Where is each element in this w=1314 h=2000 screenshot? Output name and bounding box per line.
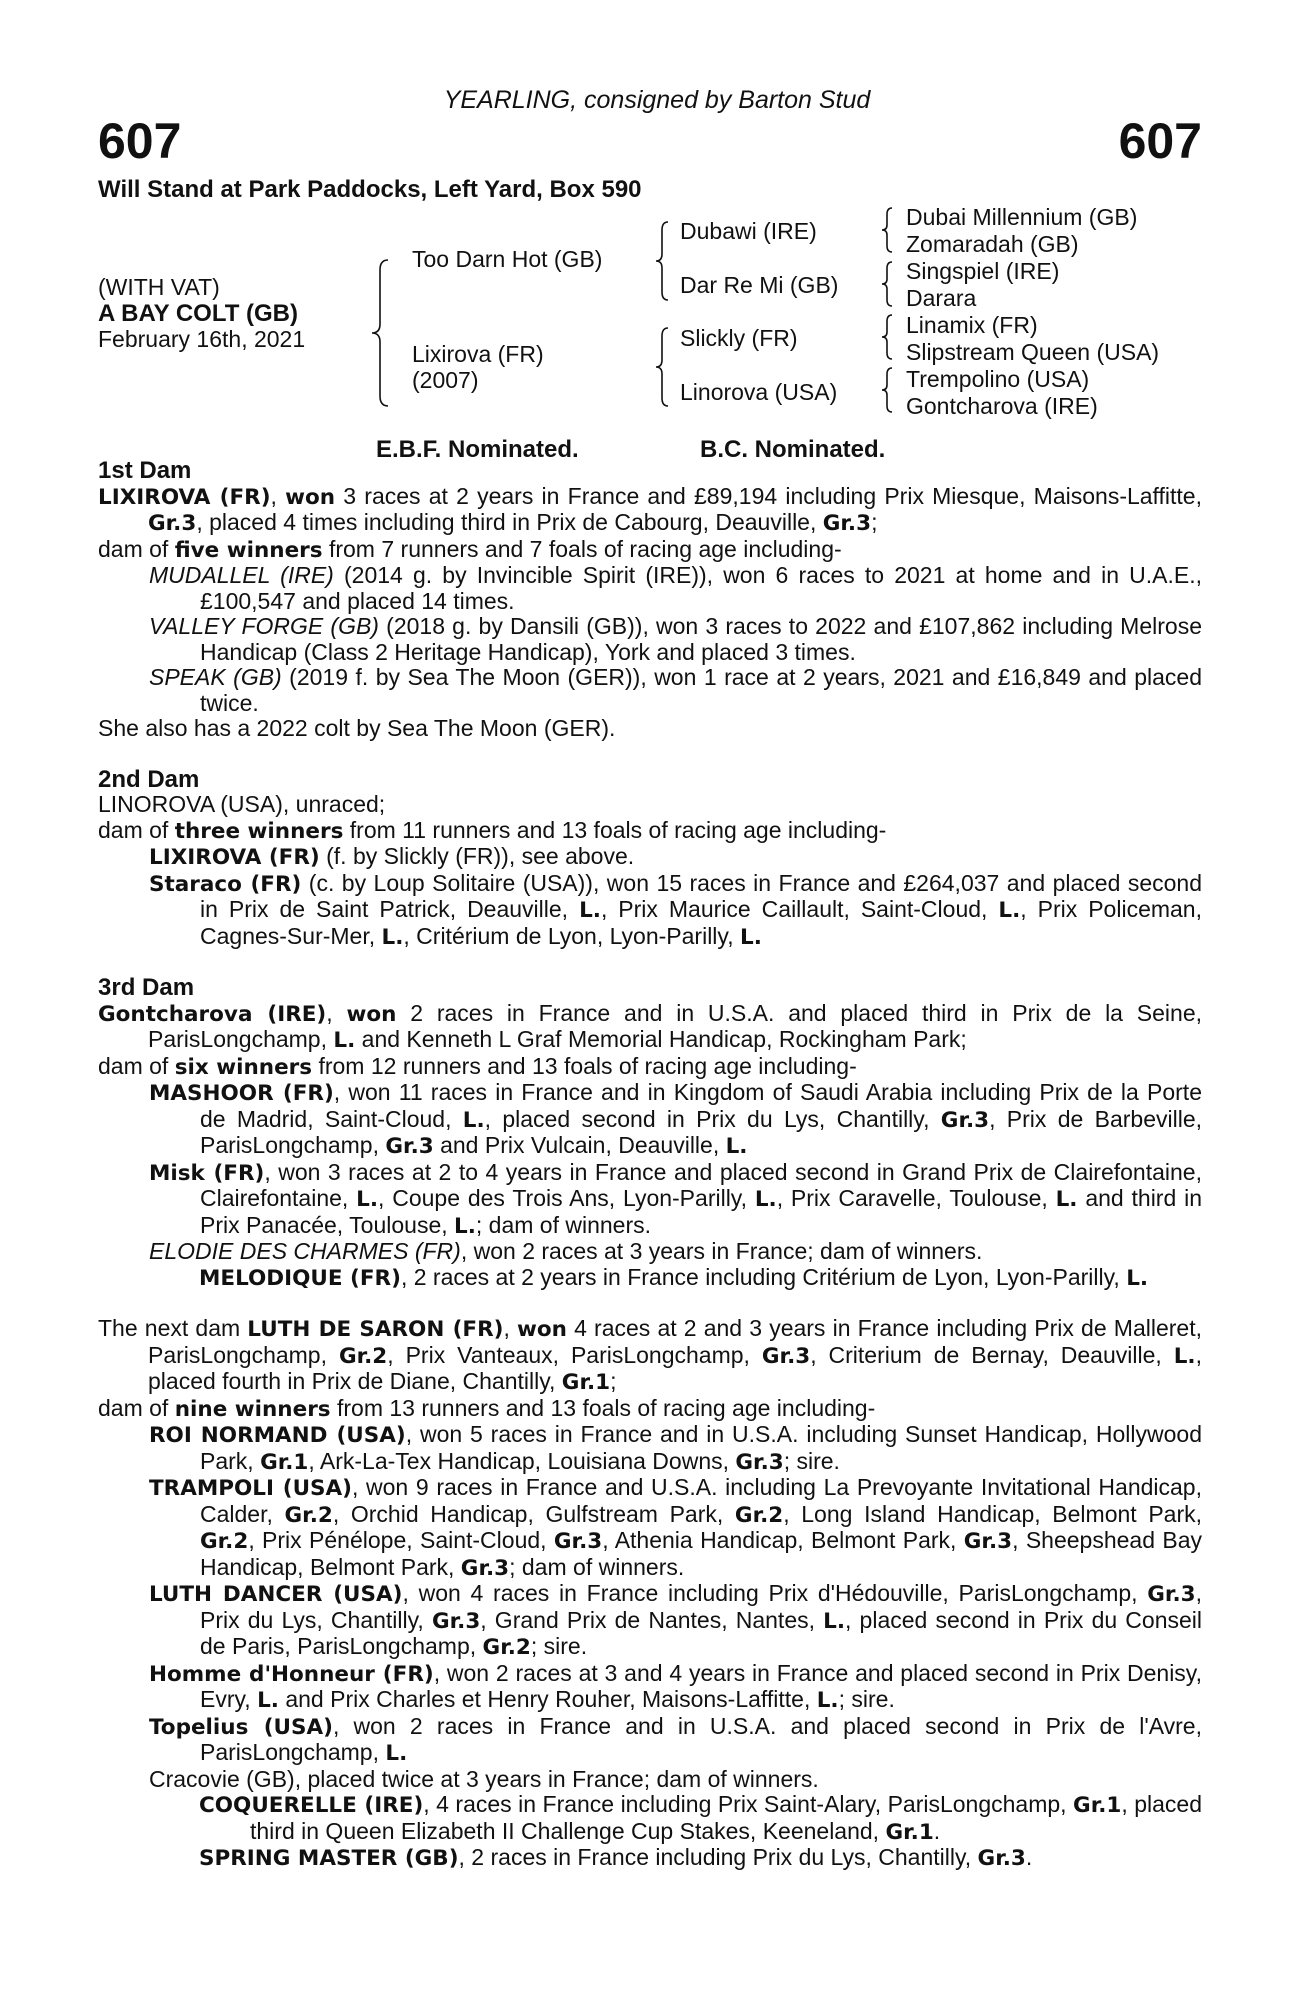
bold-run: six winners — [174, 1054, 313, 1080]
text-run: . — [933, 1817, 941, 1844]
text-run: ; dam of winners. — [475, 1211, 652, 1238]
text-run: , won 5 races in France and in U.S.A. including Sunset Handicap, Hollywood Park, — [200, 1421, 1202, 1474]
bold-run: L. — [454, 1213, 476, 1239]
bold-run: L. — [816, 1688, 839, 1713]
record-paragraph — [98, 1475, 1202, 1581]
text-run: ; sire. — [530, 1633, 588, 1659]
pedigree-g3-4: Darara — [906, 285, 977, 311]
bold-run: won — [517, 1317, 567, 1342]
text-run: , — [270, 482, 286, 509]
section-heading: 3rd Dam — [98, 974, 195, 1001]
section-spacer — [98, 950, 1202, 975]
record-paragraph — [98, 1160, 1202, 1240]
bold-run: Gr.3 — [940, 1107, 990, 1133]
bold-run: Gr.3 — [761, 1343, 811, 1369]
record-paragraph — [98, 1581, 1202, 1661]
pedigree-g3-7: Trempolino (USA) — [906, 366, 1090, 392]
text-run: ; dam of winners. — [509, 1553, 685, 1580]
text-run: , won 2 races at 3 years in France; dam of winners. — [460, 1238, 983, 1264]
record-paragraph — [98, 1422, 1202, 1475]
bold-run: Gr.3 — [385, 1134, 434, 1159]
bold-run: Gr.2 — [482, 1635, 531, 1660]
text-run: ; — [871, 509, 878, 535]
text-run: (c. by Loup Solitaire (USA)), won 15 races in France and £264,037 and placed second in Prix de Saint Patrick, Deauville, — [200, 869, 1202, 922]
bold-run: L. — [579, 898, 601, 923]
text-run: , won 11 races in France and in Kingdom of Saudi Arabia including Prix de la Porte de Madrid, Saint-Cloud, — [200, 1079, 1202, 1132]
third-dam-section — [98, 950, 1202, 1291]
consignment-line: YEARLING, consigned by Barton Stud — [443, 86, 871, 114]
record-paragraph — [98, 665, 1202, 716]
text-run: (f. by Slickly (FR)), see above. — [319, 843, 635, 869]
bold-run: nine winners — [174, 1396, 331, 1422]
bold-run: LIXIROVA (FR) — [98, 484, 271, 510]
text-run: , Prix Maurice Caillault, Saint-Cloud, — [600, 896, 999, 922]
record-paragraph — [98, 1080, 1202, 1160]
text-run: dam of — [98, 1394, 175, 1421]
text-run: , 2 races in France including Prix du Lys, Chantilly, — [458, 1844, 978, 1870]
bold-run: L. — [257, 1688, 279, 1713]
pedigree-g3-8: Gontcharova (IRE) — [906, 393, 1098, 419]
text-run: LINOROVA (USA), unraced; — [98, 791, 386, 817]
text-run: , Ark-La-Tex Handicap, Louisiana Downs, — [308, 1447, 736, 1474]
text-run: from 13 runners and 13 foals of racing age including- — [330, 1394, 876, 1421]
bold-run: Gr.3 — [431, 1608, 481, 1634]
brace-sire — [654, 220, 670, 302]
record-paragraph — [98, 1001, 1202, 1054]
text-run: and third in Prix Panacée, Toulouse, — [200, 1185, 1202, 1238]
bold-run: ROI NORMAND (USA) — [149, 1423, 406, 1448]
text-run: 2 races in France and in U.S.A. and placed third in Prix de la Seine, ParisLongchamp, — [148, 999, 1203, 1052]
text-run: , won 4 races in France including Prix d'Hédouville, ParisLongchamp, — [402, 1580, 1148, 1606]
brace-g3-2 — [880, 260, 894, 308]
bold-run: Misk (FR) — [149, 1160, 265, 1186]
brace-g3-3 — [880, 313, 894, 361]
text-run: from 7 runners and 7 foals of racing age including- — [322, 535, 842, 562]
text-run: , Coupe des Trois Ans, Lyon-Parilly, — [378, 1185, 755, 1211]
pedigree-sire-dam: Dar Re Mi (GB) — [680, 272, 839, 298]
bold-run: L. — [754, 1187, 777, 1212]
bold-run: L. — [333, 1028, 356, 1053]
bold-run: Gr.2 — [338, 1343, 388, 1369]
bold-run: L. — [998, 898, 1021, 923]
lot-number-left: 607 — [98, 113, 182, 169]
text-run: , — [326, 999, 347, 1026]
pedigree-sire: Too Darn Hot (GB) — [412, 246, 603, 272]
record-paragraph — [98, 1239, 1202, 1265]
horse-name: A BAY COLT (GB) — [98, 300, 299, 327]
text-run: , 2 races at 2 years in France including Critérium de Lyon, Lyon-Parilly, — [400, 1263, 1127, 1290]
bold-run: five winners — [174, 537, 323, 563]
bold-run: L. — [725, 1134, 748, 1159]
text-run: , Grand Prix de Nantes, Nantes, — [480, 1606, 824, 1633]
text-run: , Prix Caravelle, Toulouse, — [776, 1185, 1056, 1211]
pedigree-dam-year: (2007) — [412, 367, 479, 393]
record-paragraph — [98, 614, 1202, 665]
italic-run: MUDALLEL (IRE) — [149, 562, 334, 588]
bold-run: LIXIROVA (FR) — [149, 845, 320, 870]
text-run: and Kenneth L Graf Memorial Handicap, Rockingham Park; — [355, 1026, 967, 1052]
brace-g3-1 — [880, 206, 894, 254]
pedigree-sire-sire: Dubawi (IRE) — [680, 218, 817, 244]
record-paragraph — [98, 484, 1202, 537]
bold-run: LUTH DANCER (USA) — [149, 1582, 403, 1607]
second-dam-section — [98, 742, 1202, 951]
section-spacer — [98, 1291, 1202, 1316]
section-spacer — [98, 742, 1202, 767]
bold-run: three winners — [174, 818, 344, 844]
text-run: , Criterium de Bernay, Deauville, — [810, 1341, 1174, 1368]
bold-run: L. — [1173, 1343, 1196, 1369]
text-run: Cracovie (GB), placed twice at 3 years in France; dam of winners. — [149, 1765, 819, 1792]
catalogue-body — [98, 458, 1202, 1872]
text-run: , Prix Vanteaux, ParisLongchamp, — [387, 1341, 762, 1368]
text-run: dam of — [98, 535, 175, 562]
bold-run: L. — [385, 1741, 408, 1766]
bold-run: Gr.3 — [963, 1529, 1013, 1554]
next-dam-section — [98, 1291, 1202, 1872]
text-run: dam of — [98, 1052, 175, 1079]
pedigree-g3-3: Singspiel (IRE) — [906, 258, 1060, 284]
bold-run: Gr.3 — [735, 1449, 784, 1475]
text-run: , — [503, 1315, 518, 1341]
bold-run: L. — [381, 924, 404, 950]
record-paragraph — [98, 1316, 1202, 1396]
bold-run: Gr.1 — [260, 1449, 309, 1475]
text-run: The next dam — [98, 1315, 248, 1341]
text-run: , won 9 races in France and U.S.A. including La Prevoyante Invitational Handicap, Calder, — [200, 1474, 1202, 1527]
record-paragraph — [98, 1054, 1202, 1081]
text-run: 3 races at 2 years in France and £89,194 including Prix Miesque, Maisons-Laffitte, — [335, 482, 1202, 509]
text-run: ; sire. — [838, 1686, 895, 1712]
brace-dam — [654, 326, 670, 408]
record-paragraph — [98, 818, 1202, 845]
section-heading: 2nd Dam — [98, 765, 200, 793]
text-run: , Critérium de Lyon, Lyon-Parilly, — [403, 922, 740, 949]
bold-run: Gr.3 — [977, 1846, 1026, 1871]
bold-run: L. — [740, 924, 762, 950]
record-paragraph — [98, 844, 1202, 871]
record-paragraph — [98, 1661, 1202, 1714]
text-run: and Prix Vulcain, Deauville, — [433, 1132, 726, 1158]
italic-run: VALLEY FORGE (GB) — [149, 613, 379, 639]
record-paragraph — [98, 1845, 1202, 1872]
bold-run: Gr.3 — [460, 1555, 510, 1581]
vat-note: (WITH VAT) — [98, 274, 220, 300]
pedigree-dam-dam: Linorova (USA) — [680, 379, 838, 405]
bold-run: Gr.1 — [561, 1370, 611, 1395]
pedigree-dam-sire: Slickly (FR) — [680, 325, 798, 351]
bold-run: won — [285, 484, 336, 510]
bold-run: SPRING MASTER (GB) — [199, 1846, 459, 1871]
text-run: , placed second in Prix du Conseil de Paris, ParisLongchamp, — [200, 1606, 1202, 1659]
record-paragraph — [98, 1792, 1202, 1845]
bold-run: L. — [1126, 1265, 1149, 1291]
brace-main — [370, 258, 390, 408]
bold-run: L. — [462, 1107, 485, 1133]
first-dam-section — [98, 458, 1202, 742]
text-run: , Orchid Handicap, Gulfstream Park, — [332, 1500, 735, 1527]
bold-run: Gr.1 — [885, 1819, 934, 1845]
text-run: , placed fourth in Prix de Diane, Chantilly, — [148, 1341, 1202, 1394]
italic-run: SPEAK (GB) — [149, 664, 282, 690]
bold-run: MASHOOR (FR) — [149, 1081, 334, 1106]
text-run: , Prix Policeman, Cagnes-Sur-Mer, — [200, 896, 1202, 949]
pedigree-g3-5: Linamix (FR) — [906, 312, 1038, 338]
text-run: , Athenia Handicap, Belmont Park, — [602, 1527, 964, 1553]
text-run: ; sire. — [783, 1447, 840, 1474]
pedigree-g3-2: Zomaradah (GB) — [906, 231, 1079, 257]
bold-run: Gr.3 — [1147, 1582, 1196, 1607]
bold-run: Topelius (USA) — [149, 1714, 333, 1740]
bold-run: TRAMPOLI (USA) — [149, 1476, 352, 1501]
italic-run: ELODIE DES CHARMES (FR) — [149, 1238, 461, 1264]
bold-run: Staraco (FR) — [149, 871, 302, 897]
text-run: (2018 g. by Dansili (GB)), won 3 races to 2022 and £107,862 including Melrose Handicap (Class 2 Heritage Handicap), York and placed 3 times. — [200, 613, 1202, 665]
text-run: , Long Island Handicap, Belmont Park, — [783, 1500, 1203, 1527]
text-run: ; — [610, 1368, 617, 1394]
bold-run: Gr.3 — [553, 1529, 603, 1554]
text-run: , placed third in Queen Elizabeth II Challenge Cup Stakes, Keeneland, — [250, 1791, 1203, 1844]
text-run: dam of — [98, 816, 175, 843]
lot-number-right: 607 — [1118, 113, 1202, 169]
bold-run: COQUERELLE (IRE) — [199, 1793, 424, 1818]
bold-run: Gr.2 — [200, 1529, 249, 1554]
bold-run: Gr.1 — [1073, 1793, 1122, 1818]
pedigree-g3-6: Slipstream Queen (USA) — [906, 339, 1160, 365]
text-run: from 11 runners and 13 foals of racing age including- — [343, 816, 887, 843]
bold-run: won — [346, 1001, 397, 1027]
stand-location: Will Stand at Park Paddocks, Left Yard, Box 590 — [98, 176, 642, 203]
text-run: 4 races at 2 and 3 years in France including Prix de Malleret, ParisLongchamp, — [148, 1315, 1202, 1368]
record-paragraph — [98, 563, 1202, 614]
text-run: from 12 runners and 13 foals of racing age including- — [312, 1052, 857, 1079]
record-paragraph — [98, 1265, 1202, 1292]
bold-run: L. — [356, 1187, 379, 1212]
text-run: , Prix Pénélope, Saint-Cloud, — [248, 1527, 554, 1553]
ebf-nomination: E.B.F. Nominated. — [376, 436, 579, 463]
text-run: , won 3 races at 2 to 4 years in France and placed second in Grand Prix de Clairefontaine, Clairefontaine, — [200, 1158, 1202, 1211]
record-paragraph — [98, 716, 1202, 742]
bold-run: L. — [823, 1608, 846, 1634]
record-paragraph — [98, 1767, 1202, 1793]
text-run: , won 2 races in France and in U.S.A. and placed second in Prix de l'Avre, ParisLongchamp, — [200, 1712, 1202, 1765]
brace-g3-4 — [880, 366, 894, 414]
record-paragraph — [98, 1714, 1202, 1767]
text-run: , Sheepshead Bay Handicap, Belmont Park, — [200, 1527, 1202, 1580]
pedigree-g3-1: Dubai Millennium (GB) — [906, 204, 1138, 230]
text-run: , Prix du Lys, Chantilly, — [200, 1580, 1202, 1633]
bold-run: Homme d'Honneur (FR) — [149, 1661, 434, 1687]
record-paragraph — [98, 792, 1202, 818]
text-run: (2019 f. by Sea The Moon (GER)), won 1 race at 2 years, 2021 and £16,849 and placed twice. — [200, 664, 1202, 716]
bold-run: LUTH DE SARON (FR) — [247, 1317, 504, 1342]
record-paragraph — [98, 1396, 1202, 1423]
bold-run: L. — [1055, 1187, 1078, 1212]
text-run: , 4 races in France including Prix Saint-Alary, ParisLongchamp, — [423, 1791, 1074, 1817]
foaling-date: February 16th, 2021 — [98, 326, 306, 352]
record-paragraph — [98, 871, 1202, 951]
section-heading: 1st Dam — [98, 457, 192, 484]
record-paragraph — [98, 537, 1202, 564]
bold-run: Gr.3 — [822, 511, 872, 536]
bc-nomination: B.C. Nominated. — [700, 436, 886, 463]
pedigree-dam: Lixirova (FR) — [412, 341, 544, 367]
bold-run: Gr.3 — [148, 511, 197, 536]
bold-run: Gr.2 — [734, 1502, 784, 1528]
text-run: , won 2 races at 3 and 4 years in France and placed second in Prix Denisy, Evry, — [200, 1659, 1202, 1712]
text-run: and Prix Charles et Henry Rouher, Maisons-Laffitte, — [278, 1686, 817, 1712]
text-run: , Prix de Barbeville, ParisLongchamp, — [200, 1105, 1203, 1158]
text-run: (2014 g. by Invincible Spirit (IRE)), won 6 races to 2021 at home and in U.A.E., £100,547 and placed 14 times. — [200, 562, 1202, 614]
text-run: , placed 4 times including third in Prix de Cabourg, Deauville, — [196, 509, 823, 535]
text-run: , placed second in Prix du Lys, Chantilly, — [484, 1105, 941, 1132]
bold-run: Gontcharova (IRE) — [98, 1001, 327, 1027]
text-run: . — [1025, 1844, 1033, 1870]
bold-run: Gr.2 — [284, 1502, 333, 1528]
bold-run: MELODIQUE (FR) — [199, 1265, 401, 1291]
text-run: She also has a 2022 colt by Sea The Moon (GER). — [98, 715, 616, 741]
